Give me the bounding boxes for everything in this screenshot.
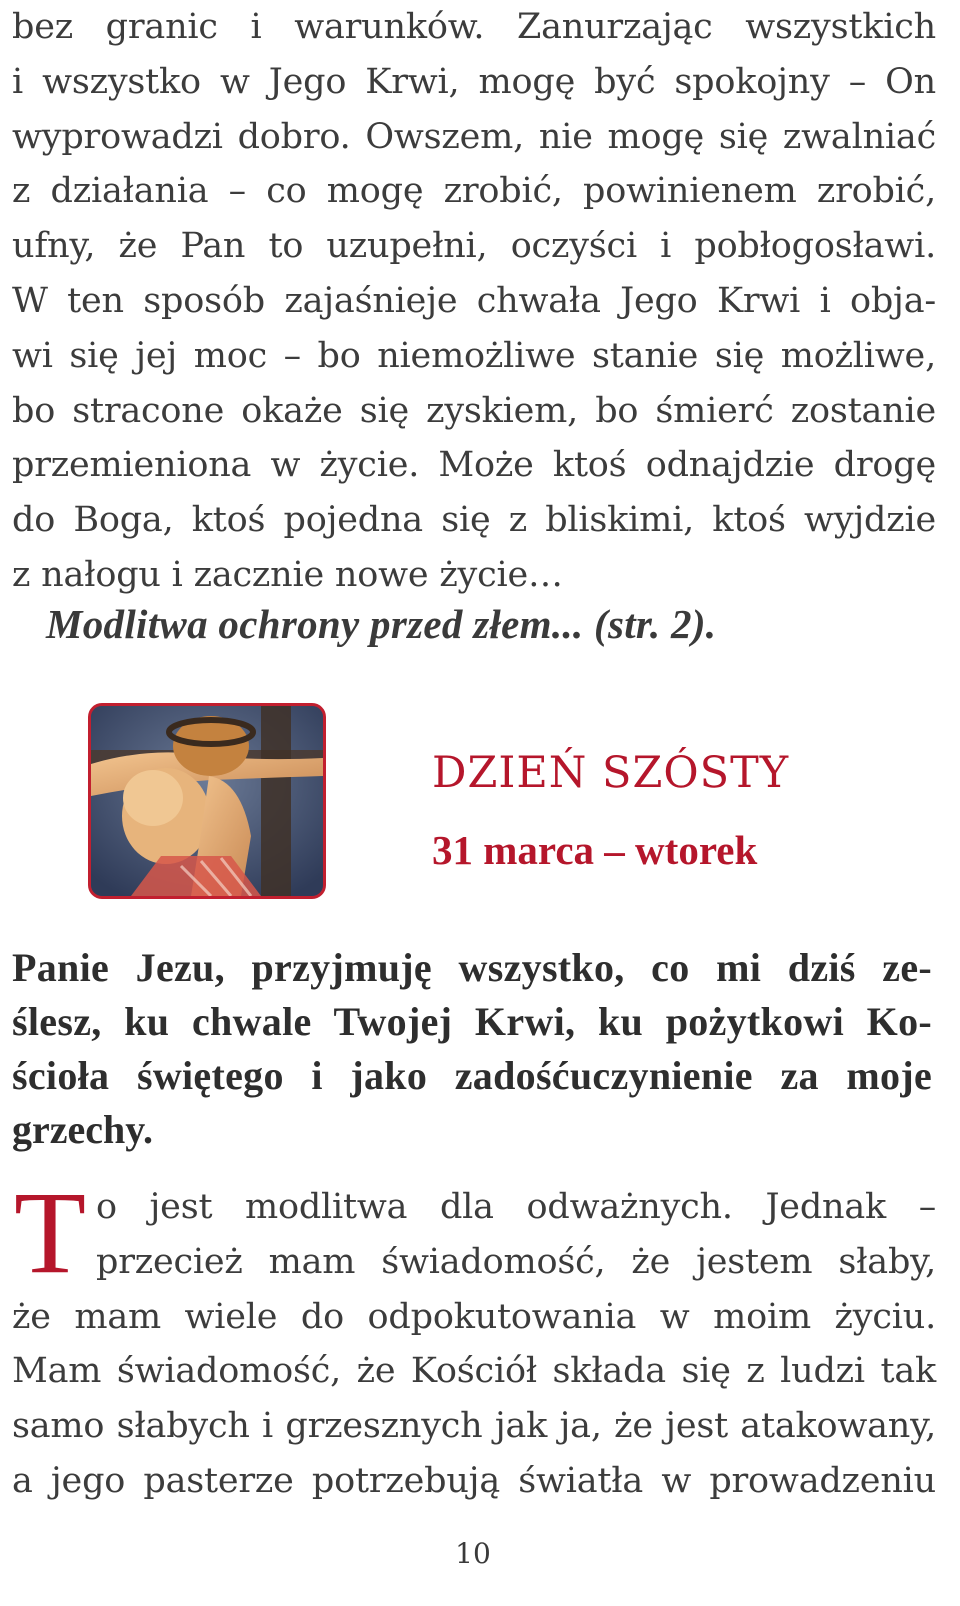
prayer-line: ścioła świętego i jako zadośćuczynienie za moje [12,1053,932,1098]
text-line: przemieniona w życie. Może ktoś odnajdzie drogę [12,445,936,486]
day-date: 31 marca – wtorek [432,827,758,873]
text-line: bez granic i warunków. Zanurzając wszystkich [12,7,936,47]
text-line: z działania – co mogę zrobić, powinienem zrobić, [12,171,936,212]
text-line: a jego pasterze potrzebują światła w prowadzeniu [12,1460,936,1501]
paragraph-1 [12,0,936,603]
prayer-line: Panie Jezu, przyjmuję wszystko, co mi dziś ze- [12,945,932,990]
text-line: Mam świadomość, że Kościół składa się z ludzi tak [12,1351,936,1392]
drop-cap: T [14,1167,87,1298]
text-line: ufny, że Pan to uzupełni, oczyści i pobłogosławi. [12,226,936,267]
text-line: wyprowadzi dobro. Owszem, nie mogę się zwalniać [12,116,936,157]
text-line: że mam wiele do odpokutowania w moim życiu. [12,1296,936,1337]
text-line: przecież mam świadomość, że jestem słaby, [96,1241,936,1282]
crucifixion-painting [88,703,326,899]
text-line: wi się jej moc – bo niemożliwe stanie się możliwe, [12,335,936,376]
page-number: 10 [455,1537,491,1570]
prayer-reference: Modlitwa ochrony przed złem... (str. 2). [46,601,717,647]
day-title: DZIEŃ SZÓSTY [432,748,790,798]
text-line: do Boga, ktoś pojedna się z bliskimi, ktoś wyjdzie [12,500,936,541]
text-line: samo słabych i grzesznych jak ja, że jest atakowany, [12,1406,936,1447]
crucifixion-illustration [91,706,323,896]
prayer-line: grzechy. [12,1107,154,1152]
text-line: W ten sposób zajaśnieje chwała Jego Krwi i obja- [12,280,936,321]
text-line: z nałogu i zacznie nowe życie… [12,554,563,595]
text-line: i wszystko w Jego Krwi, mogę być spokojny – On [12,61,936,102]
text-line: bo stracone okaże się zyskiem, bo śmierć zostanie [12,390,936,431]
prayer-text [12,941,932,1157]
text-line: o jest modlitwa dla odważnych. Jednak – [96,1187,936,1227]
paragraph-2 [12,1167,936,1509]
prayer-line: ślesz, ku chwale Twojej Krwi, ku pożytkowi Ko- [12,999,932,1044]
